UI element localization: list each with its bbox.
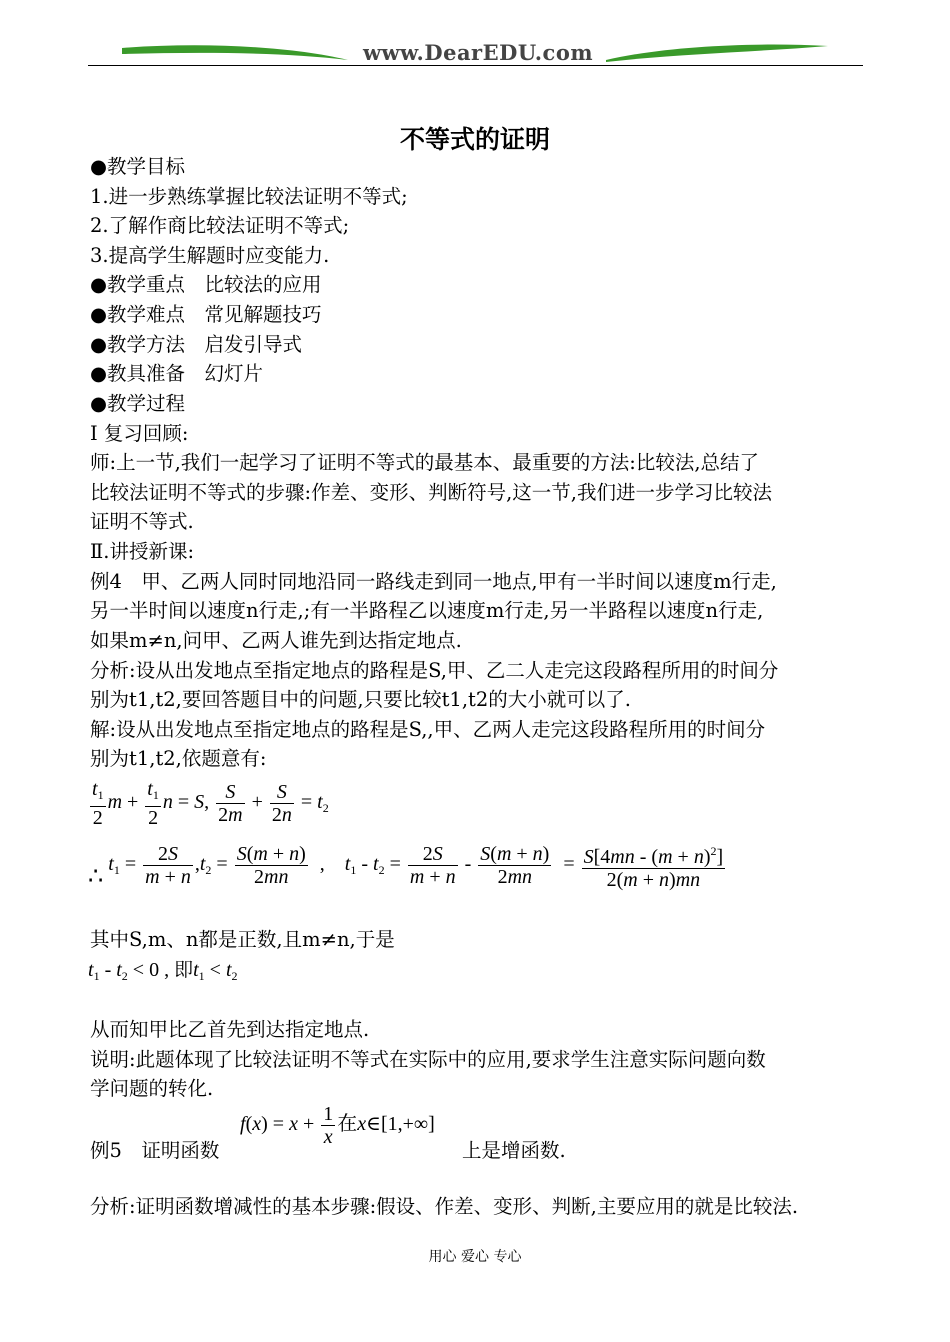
text-line: ●教学过程 [90, 392, 186, 415]
equation-4: f(x) = x + $\frac{1}{x}$ 在x∈[1,+∞] [240, 1103, 435, 1148]
text-line: Ⅰ 复习回顾: [90, 422, 189, 445]
text-line: 学问题的转化. [90, 1077, 214, 1100]
text-line: 解:设从出发地点至指定地点的路程是S,,甲、乙两人走完这段路程所用的时间分 [90, 718, 766, 741]
text-line: 其中S,m、n都是正数,且m≠n,于是 [90, 928, 395, 951]
text-line: 证明不等式. [90, 510, 194, 533]
header-swoosh-right [606, 40, 831, 66]
text-line: 别为t1,t2,依题意有: [90, 747, 267, 770]
text-line: ●教学目标 [90, 155, 186, 178]
text-line: 另一半时间以速度n行走,;有一半路程乙以速度m行走,另一半路程以速度n行走, [90, 599, 764, 622]
site-logo: www.DearEDU.com [362, 40, 594, 65]
equation-3: $t_1 - t_2 < 0$ , 即$t_1 < t_2$ [88, 959, 238, 983]
text-line: 从而知甲比乙首先到达指定地点. [90, 1018, 370, 1041]
text-line: ●教学难点 常见解题技巧 [90, 303, 322, 326]
text-line: 分析:设从出发地点至指定地点的路程是S,甲、乙二人走完这段路程所用的时间分 [90, 659, 779, 682]
text-line: Ⅱ.讲授新课: [90, 540, 195, 563]
text-line: 说明:此题体现了比较法证明不等式在实际中的应用,要求学生注意实际问题向数 [90, 1048, 766, 1071]
header-swoosh-left [120, 40, 350, 66]
text-line: 例4 甲、乙两人同时同地沿同一路线走到同一地点,甲有一半时间以速度m行走, [90, 570, 777, 593]
ji-label: 即 [174, 959, 194, 981]
text-line: 别为t1,t2,要回答题目中的问题,只要比较t1,t2的大小就可以了. [90, 688, 631, 711]
text-line: 分析:证明函数增减性的基本步骤:假设、作差、变形、判断,主要应用的就是比较法. [90, 1195, 799, 1218]
text-line: 2.了解作商比较法证明不等式; [90, 214, 350, 237]
page-header [0, 0, 950, 80]
text-line: 如果m≠n,问甲、乙两人谁先到达指定地点. [90, 629, 462, 652]
text-line: ●教学方法 启发引导式 [90, 333, 303, 356]
text-line: ●教具准备 幻灯片 [90, 362, 264, 385]
example-5-tail: 上是增函数. [462, 1139, 566, 1162]
example-5-label: 例5 证明函数 [90, 1139, 220, 1162]
text-line: 1.进一步熟练掌握比较法证明不等式; [90, 185, 408, 208]
equation-1: $\frac{t_1}{2}$ m + $\frac{t_1}{2}$ n = S, $\frac{S}{2m}$ + $\frac{S}{2n}$ = $t_2$ [92, 778, 329, 829]
text-line: 3.提高学生解题时应变能力. [90, 244, 330, 267]
text-line: ●教学重点 比较法的应用 [90, 273, 322, 296]
equation-2: ∴ $t_1$ = $\frac{2S}{m + n}$ $,t_2$ = $\frac{S(m + n)}{2mn}$ , $t_1 - t_2$ = $\frac{2S}{m + n}$ - $\frac{S(m + n)}{2mn}$ = $\frac{S[4mn - (m + n)^2]}{2(m + n)mn}$ [88, 840, 727, 891]
page-footer: 用心 爱心 专心 [428, 1249, 522, 1265]
header-rule [88, 65, 863, 66]
page-title: 不等式的证明 [399, 125, 550, 154]
text-line: 师:上一节,我们一起学习了证明不等式的最基本、最重要的方法:比较法,总结了 [90, 451, 760, 474]
text-line: 比较法证明不等式的步骤:作差、变形、判断符号,这一节,我们进一步学习比较法 [90, 481, 772, 504]
